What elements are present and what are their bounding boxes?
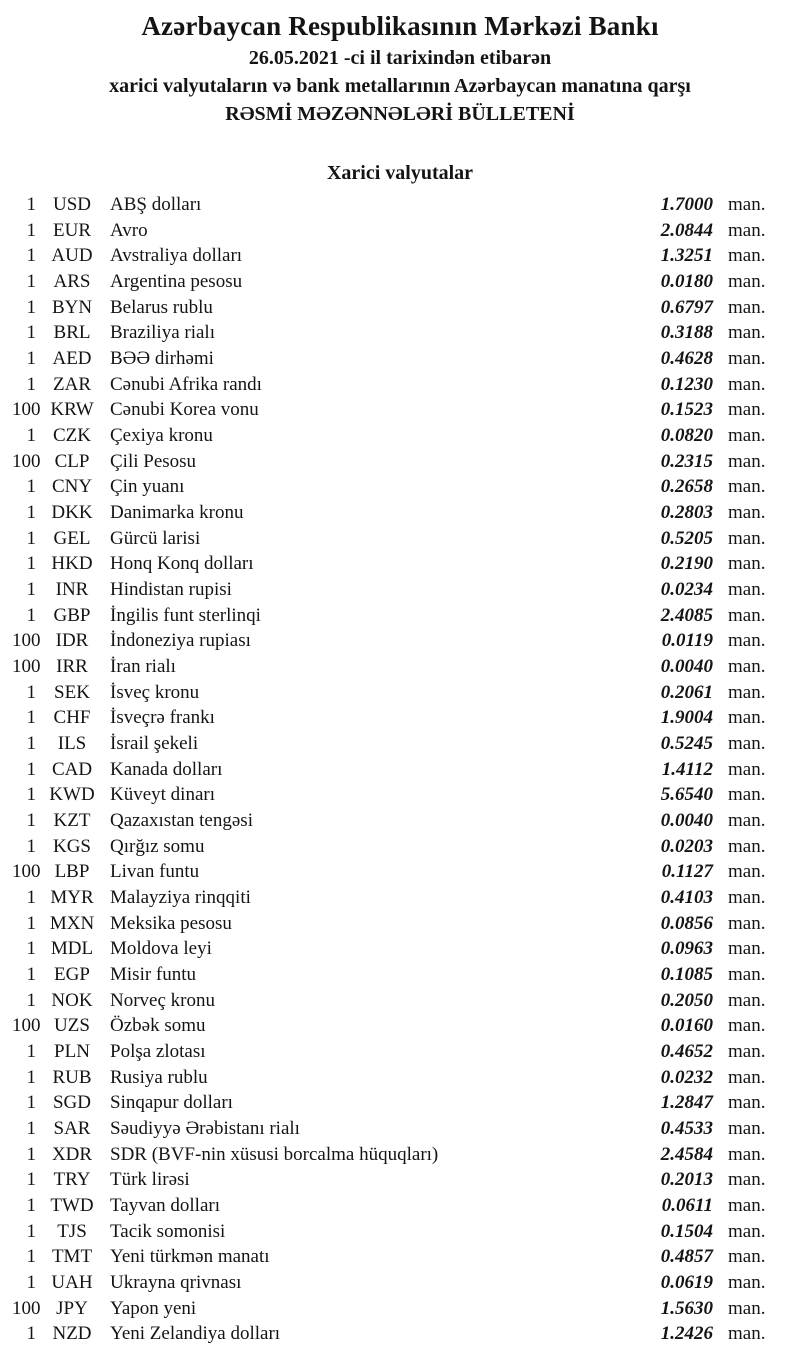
currency-qty: 100 (12, 399, 41, 421)
currency-name: Belarus rublu (110, 296, 213, 318)
currency-qty: 100 (12, 1297, 41, 1319)
currency-name: Rusiya rublu (110, 1066, 208, 1088)
unit-label: man. (728, 578, 766, 600)
currency-rate: 1.9004 (660, 707, 713, 729)
unit-label: man. (728, 553, 766, 575)
currency-name: Sinqapur dolları (110, 1092, 233, 1114)
rate-row (12, 500, 773, 526)
currency-qty: 1 (26, 1041, 36, 1062)
unit-label: man. (728, 501, 766, 523)
currency-code: MXN (49, 912, 95, 934)
currency-code: TWD (50, 1195, 94, 1217)
currency-rate: 0.0040 (660, 655, 713, 677)
unit-label: man. (728, 912, 766, 934)
currency-code: CNY (51, 476, 93, 498)
rate-row (12, 1168, 773, 1194)
currency-name: Avro (110, 219, 148, 241)
currency-rate: 0.1230 (660, 373, 713, 395)
currency-code: USD (52, 193, 91, 215)
unit-label: man. (728, 784, 766, 806)
rate-row (12, 269, 773, 295)
currency-qty: 1 (26, 1169, 36, 1191)
currency-code: NOK (51, 989, 93, 1011)
rate-row (12, 1091, 773, 1117)
currency-name: Honq Konq dolları (110, 553, 254, 575)
currency-qty: 1 (26, 424, 36, 446)
unit-label: man. (728, 1323, 766, 1345)
currency-rate: 0.4628 (660, 347, 713, 369)
unit-label: man. (728, 476, 766, 498)
currency-rate: 0.2190 (660, 553, 713, 575)
currency-rate: 0.2050 (660, 989, 713, 1011)
currency-qty: 1 (26, 835, 36, 857)
rate-row (12, 1296, 773, 1322)
currency-qty: 1 (26, 707, 36, 729)
rate-row (12, 243, 773, 269)
currency-name: Yapon yeni (110, 1297, 197, 1319)
rate-row (12, 731, 773, 757)
currency-name: Tacik somonisi (110, 1220, 226, 1242)
currency-name: SDR (BVF-nin xüsusi borcalma hüquqları) (110, 1143, 439, 1165)
currency-qty: 1 (26, 1066, 36, 1088)
unit-label: man. (728, 886, 766, 908)
currency-rate: 1.4112 (661, 758, 713, 780)
currency-code: XDR (51, 1143, 93, 1165)
doc-header (0, 0, 800, 128)
currency-rate: 0.4652 (660, 1041, 713, 1062)
currency-qty: 1 (26, 373, 36, 395)
unit-label: man. (728, 1272, 766, 1294)
currency-name: Moldova leyi (110, 938, 212, 960)
currency-qty: 1 (26, 1272, 36, 1294)
currency-qty: 1 (26, 681, 36, 703)
currency-name: Malayziya rinqqiti (110, 886, 251, 908)
currency-code: AUD (51, 245, 93, 267)
currency-code: ZAR (53, 373, 91, 395)
unit-label: man. (728, 1118, 766, 1140)
currency-name: Ukrayna qrivnası (110, 1272, 242, 1294)
rate-row (12, 1245, 773, 1271)
unit-label: man. (728, 655, 766, 677)
unit-label: man. (728, 1297, 766, 1319)
currency-code: SGD (52, 1092, 91, 1114)
unit-label: man. (728, 1066, 766, 1088)
rate-row (12, 1270, 773, 1296)
currency-code: JPY (56, 1297, 88, 1319)
currency-rate: 2.4085 (660, 604, 713, 626)
currency-rate: 0.0203 (660, 835, 713, 857)
unit-label: man. (728, 707, 766, 729)
currency-code: TRY (53, 1169, 91, 1191)
currency-rate: 2.0844 (660, 219, 713, 241)
unit-label: man. (728, 270, 766, 292)
currency-qty: 1 (26, 245, 36, 267)
unit-label: man. (728, 347, 766, 369)
unit-label: man. (728, 1246, 766, 1268)
rate-row (12, 757, 773, 783)
currency-name: Kanada dolları (110, 758, 223, 780)
currency-qty: 1 (26, 322, 36, 344)
currency-name: Özbək somu (110, 1015, 206, 1037)
unit-label: man. (728, 373, 766, 395)
currency-rate: 0.2803 (660, 501, 713, 523)
rate-row (12, 628, 773, 654)
currency-qty: 1 (26, 963, 36, 985)
currency-name: Gürcü larisi (110, 527, 201, 549)
rate-row (12, 372, 773, 398)
rate-row (12, 1142, 773, 1168)
currency-qty: 1 (26, 553, 36, 575)
currency-qty: 1 (26, 347, 36, 369)
currency-rate: 0.5205 (660, 527, 713, 549)
currency-code: IRR (56, 655, 88, 677)
rate-row (12, 859, 773, 885)
unit-label: man. (728, 1041, 766, 1062)
currency-qty: 1 (26, 476, 36, 498)
currency-qty: 1 (26, 1092, 36, 1114)
currency-name: Çili Pesosu (110, 450, 197, 472)
unit-label: man. (728, 1169, 766, 1191)
currency-code: BRL (53, 322, 91, 344)
rate-row (12, 834, 773, 860)
unit-label: man. (728, 424, 766, 446)
currency-code: SEK (54, 681, 90, 703)
currency-rate: 1.2426 (660, 1323, 713, 1345)
currency-rate: 0.1523 (660, 399, 713, 421)
currency-rate: 0.0040 (660, 809, 713, 831)
currency-qty: 1 (26, 193, 36, 215)
currency-code: KRW (50, 399, 94, 421)
unit-label: man. (728, 989, 766, 1011)
rate-row (12, 218, 773, 244)
currency-qty: 1 (26, 270, 36, 292)
rate-row (12, 1065, 773, 1091)
currency-name: İsrail şekeli (110, 732, 199, 754)
rate-row (12, 808, 773, 834)
currency-qty: 1 (26, 1220, 36, 1242)
unit-label: man. (728, 1143, 766, 1165)
rates-table (12, 192, 773, 1347)
currency-qty: 1 (26, 912, 36, 934)
currency-name: Tayvan dolları (110, 1195, 220, 1217)
currency-qty: 1 (26, 886, 36, 908)
currency-code: TMT (51, 1246, 93, 1268)
rate-row (12, 705, 773, 731)
unit-label: man. (728, 193, 766, 215)
currency-code: MDL (50, 938, 94, 960)
currency-qty: 1 (26, 1143, 36, 1165)
rate-row (12, 782, 773, 808)
currency-code: EGP (54, 963, 90, 985)
currency-qty: 100 (12, 1015, 41, 1037)
currency-name: İsveç kronu (110, 681, 200, 703)
currency-code: KZT (53, 809, 91, 831)
currency-code: MYR (50, 886, 94, 908)
currency-rate: 2.4584 (660, 1143, 713, 1165)
currency-qty: 1 (26, 938, 36, 960)
currency-qty: 1 (26, 604, 36, 626)
unit-label: man. (728, 296, 766, 318)
bulletin-title: RƏSMİ MƏZƏNNƏLƏRİ BÜLLETENİ (225, 103, 575, 125)
currency-rate: 0.5245 (660, 732, 713, 754)
currency-rate: 0.1085 (660, 963, 713, 985)
rate-row (12, 423, 773, 449)
currency-code: UAH (51, 1272, 93, 1294)
rate-row (12, 397, 773, 423)
currency-name: Hindistan rupisi (110, 578, 232, 600)
rate-row (12, 1193, 773, 1219)
currency-code: SAR (53, 1118, 91, 1140)
currency-code: CZK (53, 424, 91, 446)
rate-row (12, 320, 773, 346)
currency-rate: 5.6540 (660, 784, 713, 806)
currency-rate: 0.2061 (660, 681, 713, 703)
currency-name: Danimarka kronu (110, 501, 244, 523)
unit-label: man. (728, 1015, 766, 1037)
rate-row (12, 911, 773, 937)
currency-rate: 0.0232 (660, 1066, 713, 1088)
currency-qty: 1 (26, 758, 36, 780)
rate-row (12, 1219, 773, 1245)
currency-rate: 1.3251 (660, 245, 713, 267)
currency-name: Çin yuanı (110, 476, 185, 498)
currency-rate: 0.4103 (660, 886, 713, 908)
currency-name: Türk lirəsi (110, 1169, 190, 1191)
unit-label: man. (728, 604, 766, 626)
currency-rate: 0.6797 (660, 296, 713, 318)
currency-rate: 0.3188 (660, 322, 713, 344)
currency-code: CLP (54, 450, 90, 472)
currency-name: İsveçrə frankı (110, 707, 215, 729)
unit-label: man. (728, 450, 766, 472)
currency-code: CAD (51, 758, 93, 780)
currency-qty: 100 (12, 655, 41, 677)
currency-rate: 1.5630 (660, 1297, 713, 1319)
rate-row (12, 295, 773, 321)
currency-qty: 1 (26, 219, 36, 241)
currency-rate: 0.0119 (661, 630, 713, 652)
unit-label: man. (728, 758, 766, 780)
currency-qty: 1 (26, 1118, 36, 1140)
rate-row (12, 551, 773, 577)
rate-row (12, 962, 773, 988)
bank-name-title: Azərbaycan Respublikasının Mərkəzi Bankı (141, 11, 659, 41)
currency-code: GBP (53, 604, 91, 626)
currency-rate: 0.1504 (660, 1220, 713, 1242)
currency-name: Çexiya kronu (110, 424, 213, 446)
effective-date-line: 26.05.2021 -ci il tarixindən etibarən (248, 47, 552, 69)
rate-row (12, 449, 773, 475)
currency-qty: 1 (26, 296, 36, 318)
currency-qty: 1 (26, 989, 36, 1011)
currency-qty: 100 (12, 630, 41, 652)
currency-name: Avstraliya dolları (110, 245, 243, 267)
rate-row (12, 1322, 773, 1348)
currency-code: NZD (52, 1323, 92, 1345)
rate-row (12, 603, 773, 629)
currency-qty: 1 (26, 1323, 36, 1345)
currency-qty: 100 (12, 861, 41, 883)
currency-code: KGS (52, 835, 91, 857)
currency-code: DKK (51, 501, 93, 523)
currency-name: Küveyt dinarı (110, 784, 216, 806)
unit-label: man. (728, 1092, 766, 1114)
currency-code: RUB (52, 1066, 92, 1088)
unit-label: man. (728, 809, 766, 831)
rate-row (12, 936, 773, 962)
currency-qty: 100 (12, 450, 41, 472)
currency-code: PLN (54, 1041, 90, 1062)
currency-qty: 1 (26, 784, 36, 806)
currency-rate: 0.4533 (660, 1118, 713, 1140)
currency-code: GEL (53, 527, 91, 549)
currency-code: TJS (57, 1220, 87, 1242)
currency-rate: 1.2847 (660, 1092, 713, 1114)
currency-name: Cənubi Korea vonu (110, 399, 259, 421)
currency-name: Braziliya rialı (110, 322, 215, 344)
rate-row (12, 1014, 773, 1040)
currency-name: Argentina pesosu (110, 270, 243, 292)
currency-name: Yeni Zelandiya dolları (110, 1323, 281, 1345)
currency-rate: 1.7000 (660, 193, 713, 215)
currency-code: HKD (51, 553, 93, 575)
currency-name: Misir funtu (110, 963, 197, 985)
rate-row (12, 1116, 773, 1142)
currency-qty: 1 (26, 809, 36, 831)
unit-label: man. (728, 963, 766, 985)
rate-row (12, 526, 773, 552)
currency-rate: 0.0619 (660, 1272, 713, 1294)
currency-name: Qazaxıstan tengəsi (110, 809, 253, 831)
currency-name: Qırğız somu (110, 835, 205, 857)
unit-label: man. (728, 732, 766, 754)
currency-code: BYN (51, 296, 93, 318)
currency-qty: 1 (26, 501, 36, 523)
currency-name: Livan funtu (110, 861, 200, 883)
unit-label: man. (728, 219, 766, 241)
currency-code: EUR (53, 219, 91, 241)
currency-rate: 0.0963 (660, 938, 713, 960)
rate-row (12, 885, 773, 911)
currency-code: IDR (55, 630, 89, 652)
currency-code: LBP (54, 861, 90, 883)
currency-qty: 1 (26, 1246, 36, 1268)
currency-name: İran rialı (110, 655, 176, 677)
currency-rate: 0.2013 (660, 1169, 713, 1191)
currency-code: CHF (53, 707, 91, 729)
currency-name: Səudiyyə Ərəbistanı rialı (110, 1118, 300, 1140)
rate-row (12, 680, 773, 706)
section-title: Xarici valyutalar (326, 162, 474, 184)
currency-name: Polşa zlotası (110, 1041, 206, 1062)
currency-rate: 0.0820 (660, 424, 713, 446)
currency-qty: 1 (26, 1195, 36, 1217)
unit-label: man. (728, 527, 766, 549)
currency-rate: 0.0160 (660, 1015, 713, 1037)
unit-label: man. (728, 1195, 766, 1217)
rate-row (12, 654, 773, 680)
currency-code: AED (52, 347, 92, 369)
rate-row (12, 192, 773, 218)
scope-line: xarici valyutaların və bank metallarının Azərbaycan manatına qarşı (109, 75, 691, 97)
currency-name: ABŞ dolları (110, 193, 202, 215)
currency-rate: 0.0611 (661, 1195, 713, 1217)
currency-code: ILS (57, 732, 87, 754)
currency-code: ARS (53, 270, 91, 292)
currency-rate: 0.0180 (660, 270, 713, 292)
unit-label: man. (728, 861, 766, 883)
currency-rate: 0.2315 (660, 450, 713, 472)
currency-name: Norveç kronu (110, 989, 215, 1011)
unit-label: man. (728, 938, 766, 960)
currency-rate: 0.0234 (660, 578, 713, 600)
unit-label: man. (728, 322, 766, 344)
unit-label: man. (728, 399, 766, 421)
currency-code: UZS (54, 1015, 90, 1037)
rate-row (12, 474, 773, 500)
rate-row (12, 577, 773, 603)
currency-name: İngilis funt sterlinqi (110, 604, 261, 626)
currency-name: İndoneziya rupiası (110, 630, 251, 652)
currency-code: KWD (49, 784, 95, 806)
rate-row (12, 988, 773, 1014)
currency-name: Meksika pesosu (110, 912, 232, 934)
unit-label: man. (728, 1220, 766, 1242)
currency-rate: 0.0856 (660, 912, 713, 934)
currency-qty: 1 (26, 732, 36, 754)
unit-label: man. (728, 681, 766, 703)
currency-name: Cənubi Afrika randı (110, 373, 262, 395)
currency-qty: 1 (26, 527, 36, 549)
currency-qty: 1 (26, 578, 36, 600)
rate-row (12, 1039, 773, 1065)
currency-name: BƏƏ dirhəmi (110, 347, 214, 369)
currency-rate: 0.1127 (661, 861, 713, 883)
unit-label: man. (728, 245, 766, 267)
currency-code: INR (55, 578, 89, 600)
currency-rate: 0.2658 (660, 476, 713, 498)
unit-label: man. (728, 835, 766, 857)
rate-row (12, 346, 773, 372)
unit-label: man. (728, 630, 766, 652)
currency-rate: 0.4857 (660, 1246, 713, 1268)
currency-name: Yeni türkmən manatı (110, 1246, 270, 1268)
